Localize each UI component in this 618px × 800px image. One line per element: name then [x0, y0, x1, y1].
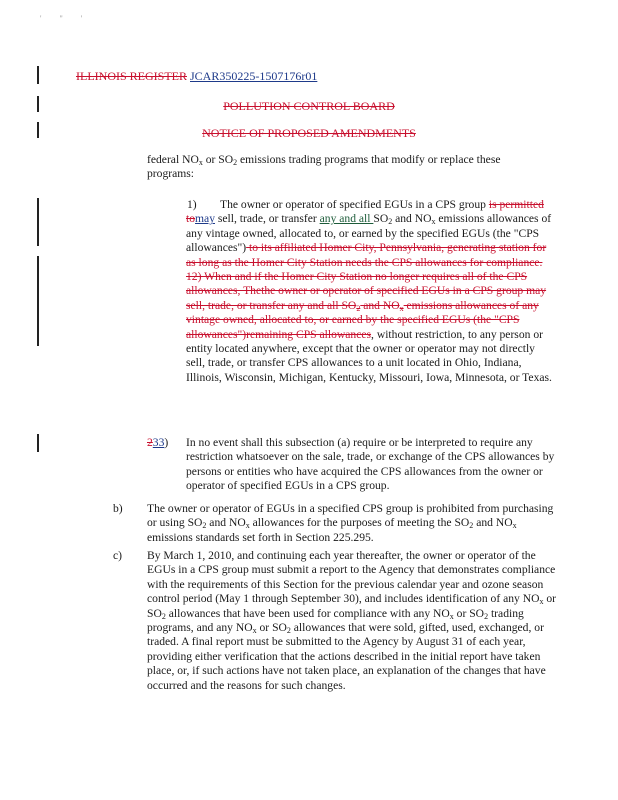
register-title-deleted: ILLINOIS REGISTER [76, 69, 187, 83]
change-bar [37, 434, 39, 452]
item-c-paragraph: By March 1, 2010, and continuing each year thereafter, the owner or operator of the EGUs in a CPS group must submit a report to the Agency that demonstrates compliance with the requirements of this Section for the previous calendar year and ozone season control period (May 1 through September 30), and includes identification of any $NO_x$ or $SO_2$ allowances that have been used for compliance with any $NO_x$ or $SO_2$ trading programs, and any $NO_x$ or $SO_2$ allowances that were sold, gifted, used, exchanged, or traded. A final report must be submitted to the Agency by August 31 of each year, providing either verification that the actions described in the initial report have taken place, or, if such actions have not taken place, an explanation of the changes that have occurred and the reasons for such changes. [147, 549, 557, 692]
change-bar [37, 198, 39, 246]
item-b-label: b) [113, 502, 123, 515]
item-c-label: c) [113, 549, 123, 562]
item-2-number: 233) [147, 436, 169, 449]
item-1-number: 1) [187, 198, 197, 211]
scan-specks: ' " ' [40, 14, 91, 23]
item-b-paragraph: The owner or operator of EGUs in a specified CPS group is prohibited from purchasing or using $SO_2$ and $NO_x$ allowances for the purposes of meeting the $SO_2$ and $NO_x$ emissions standards set forth in Section 225.295. [147, 502, 554, 544]
register-code: JCAR350225-1507176r01 [190, 69, 318, 83]
change-bar [37, 256, 39, 346]
intro-paragraph: federal $NO_x$ or $SO_2$ emissions trading programs that modify or replace these programs: [147, 153, 501, 181]
item-1-paragraph: The owner or operator of specified EGUs in a CPS group is permitted tomay sell, trade, or transfer any and all $SO_2$ and $NO_x$ emissions allowances of any vintage owned, allocated to, or earned by the specified EGUs (the "CPS allowances") to its affiliated Homer City, Pennsylvania, generating station for as long as the Homer City Station needs the CPS allowances for compliance. 12) When and if the Homer City Station no longer requires all of the CPS allowances, Thethe owner or operator of specified EGUs in a CPS group may sell, trade, or transfer any and all $SO_2$ and $NO_x$ emissions allowances of any vintage owned, allocated to, or earned by the specified EGUs (the "CPS allowances")remaining CPS allowances, without restriction, to any person or entity located anywhere, except that the owner or operator may not directly sell, trade, or transfer CPS allowances to a unit located in Ohio, Indiana, Illinois, Wisconsin, Michigan, Kentucky, Missouri, Iowa, Minnesota, or Texas. [186, 198, 552, 384]
change-bar [37, 66, 39, 84]
item-2-paragraph: In no event shall this subsection (a) require or be interpreted to require any restriction whatsoever on the sale, trade, or exchange of the CPS allowances by persons or entities who have acquired the CPS allowances from the owner or operator of specified EGUs in a CPS group. [186, 436, 555, 493]
board-heading: POLLUTION CONTROL BOARD [223, 99, 395, 113]
register-header [76, 69, 317, 84]
notice-heading: NOTICE OF PROPOSED AMENDMENTS [202, 126, 416, 140]
